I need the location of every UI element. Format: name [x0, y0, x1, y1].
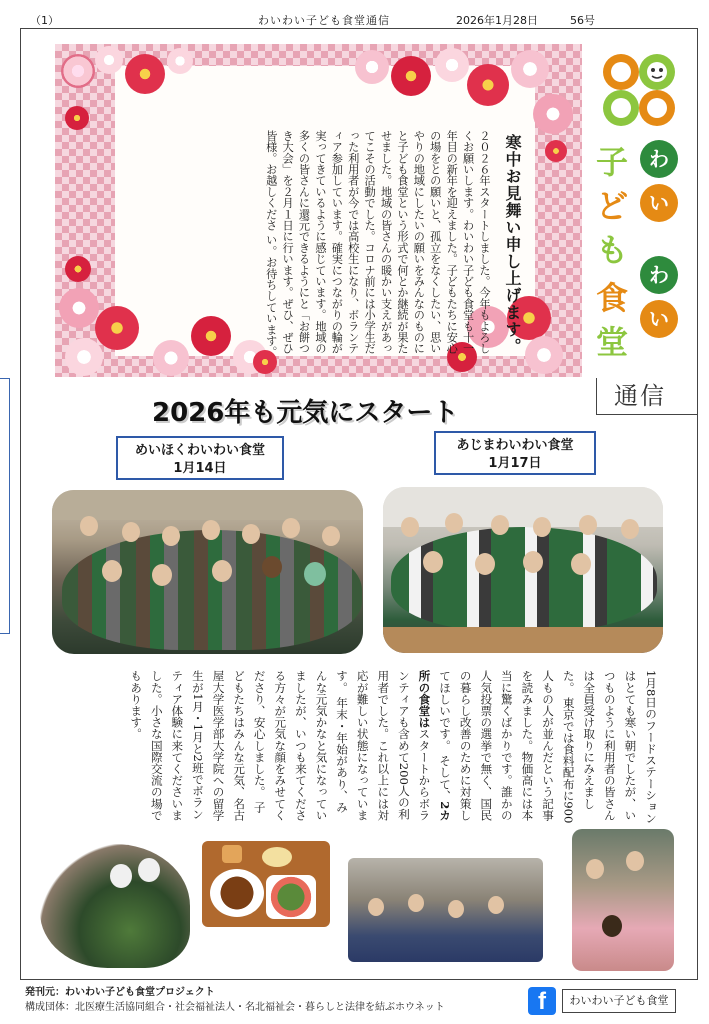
cooking-photo: [40, 844, 190, 968]
face: [110, 864, 132, 888]
article-bold-phrase: 2カ所の食堂は: [417, 670, 453, 821]
margin-mark: [0, 378, 10, 634]
logo-wai-4: い: [640, 300, 678, 338]
face: [162, 526, 180, 546]
face: [423, 551, 443, 573]
article-paragraph: 1月8日のフードステーションはとても寒い朝でしたが、いつものように利用者の皆さんは全員受け取りにみえました。: [561, 670, 658, 824]
face: [304, 562, 326, 586]
members-list: 北医療生活協同組合・社会福祉法人・名北福祉会・暮らしと法律を結ぶホウネット: [75, 1002, 445, 1013]
face: [282, 518, 300, 538]
greeting-body: ２０２６年スタートしました。今年もよろしくお願いします。わいわい子ども食堂も十一年目の新年を迎えました。子どもたちに安心の場をとの願いと、孤立をなくしたい、思いやりの地域にしたいの願いをみんなのものにと子ども食堂という形式で何とか継続が果たせました。地域の皆さんの暖かい支えがあってこその活動でした。コロナ前には小学生だった利用者が今では高校生になり、ボランティア参加しています。確実につながりの輪が実ってきているように感じています。地域の多くの皆さんに還元できるようにと「お餅つき大会」を２月１日に行います。ぜひ、ぜひ皆様。お越しくださ い。お待ちしています。: [264, 130, 491, 358]
children-dining-photo: [348, 858, 543, 962]
blossom-icon: [65, 256, 91, 282]
curry-plate: [210, 869, 264, 917]
article-paragraph: そして、2カ所の食堂はスタートからボランティアも含めて200人の利用者でした。これ以上には対応が難しい状態になっています。: [335, 670, 453, 821]
face: [491, 515, 509, 535]
article-paragraph: 東京では食料配布に900人もの人が並んだという記事を読みました。物価高には本当に驚くばかりです。誰かの人気投票の選挙で無く、国民の暮らし改善のために対策してほしいです。: [438, 670, 576, 824]
cafeteria-name: めいほくわいわい食堂: [134, 443, 265, 458]
blossom-icon: [545, 140, 567, 162]
publisher-label: 発刊元：: [25, 987, 65, 998]
face: [448, 900, 464, 918]
newsletter-title: わいわい子ども食堂通信: [258, 14, 390, 27]
face: [475, 553, 495, 575]
face: [445, 513, 463, 533]
cup: [222, 845, 242, 863]
face: [621, 519, 639, 539]
cafeteria-box-ajima: [434, 431, 596, 475]
article-paragraph: 子どもたちはみんな元気、名古屋大学医学部大学院への留学生が1月・1月と2班でボランティア体験に来てくださいました。小さな国際交流の場でもあります。: [129, 670, 267, 821]
face: [138, 858, 160, 882]
face: [322, 526, 340, 546]
blossom-icon: [533, 94, 573, 134]
kodomo-shokudo-logo: [596, 44, 686, 410]
face: [122, 522, 140, 542]
blossom-icon: [435, 48, 469, 82]
yogurt-cup: [262, 847, 292, 867]
greeting-card: [55, 44, 582, 377]
logo-divider: [596, 378, 597, 414]
meihoku-group-photo: [52, 490, 363, 654]
blossom-icon: [125, 54, 165, 94]
face: [102, 560, 122, 582]
logo-underline: [596, 414, 698, 415]
blossom-icon: [511, 50, 549, 88]
logo-emblem-icon: [599, 50, 681, 132]
blossom-icon: [391, 56, 431, 96]
issue-number: 56号: [570, 14, 595, 27]
logo-char-ko: 子: [596, 143, 629, 181]
cafeteria-box-meihoku: [116, 436, 284, 480]
face: [626, 851, 644, 871]
face: [571, 553, 591, 575]
face: [242, 524, 260, 544]
logo-char-mo: も: [596, 231, 629, 269]
logo-wai-2: い: [640, 184, 678, 222]
photo-crowd: [62, 530, 362, 650]
cafeteria-date: 1月17日: [488, 456, 542, 471]
ajima-group-photo: [383, 487, 663, 653]
logo-wai-3: わ: [640, 256, 678, 294]
face: [523, 551, 543, 573]
main-headline: 2026年も元気にスタート: [152, 398, 459, 428]
facebook-icon[interactable]: f: [528, 987, 556, 1015]
publisher-name: わいわい子ども食堂プロジェクト: [65, 987, 215, 998]
face: [152, 564, 172, 586]
face: [533, 517, 551, 537]
page-number: （1）: [30, 14, 59, 27]
logo-char-shoku: 食: [596, 279, 629, 317]
blossom-icon: [95, 46, 123, 74]
face: [202, 520, 220, 540]
cafeteria-date: 1月14日: [173, 461, 227, 476]
blossom-icon: [167, 48, 193, 74]
face: [579, 515, 597, 535]
blossom-icon: [467, 64, 509, 106]
page-header: [0, 8, 709, 28]
meal-photo: [202, 841, 330, 927]
face: [368, 898, 384, 916]
logo-char-do: ど: [596, 187, 629, 225]
photo-ceiling: [52, 490, 363, 520]
face: [262, 556, 282, 578]
members-label: 構成団体：: [25, 1002, 75, 1013]
face: [401, 517, 419, 537]
logo-tsushin: 通信: [614, 382, 666, 410]
blossom-icon: [525, 336, 563, 374]
logo-wai-1: わ: [640, 140, 678, 178]
blossom-icon: [61, 54, 95, 88]
face: [80, 516, 98, 536]
photo-wall: [383, 487, 663, 527]
greeting-title: 寒中お見舞い申し上げます。: [503, 134, 522, 355]
international-exchange-photo: [572, 829, 674, 971]
face: [488, 896, 504, 914]
facebook-page-name[interactable]: わいわい子ども食堂: [562, 989, 676, 1013]
issue-date: 2026年1月28日: [456, 14, 538, 27]
logo-char-do2: 堂: [596, 323, 629, 361]
members-line: [25, 998, 445, 1013]
photo-crowd: [391, 527, 657, 631]
article-paragraph: 年末・年始があり、みんな元気かなと気になっていましたが、いつも来てくださる方々が元気な顔をみせてくださり、安心しました。: [252, 670, 350, 821]
blossom-icon: [355, 50, 389, 84]
face: [212, 560, 232, 582]
photo-floor: [383, 627, 663, 653]
publisher-line: [25, 983, 215, 998]
face: [408, 894, 424, 912]
cafeteria-name: あじまわいわい食堂: [456, 438, 574, 453]
face: [586, 859, 604, 879]
article-body: [61, 670, 661, 824]
face: [602, 915, 622, 937]
salad-plate: [266, 875, 316, 919]
blossom-icon: [65, 106, 89, 130]
